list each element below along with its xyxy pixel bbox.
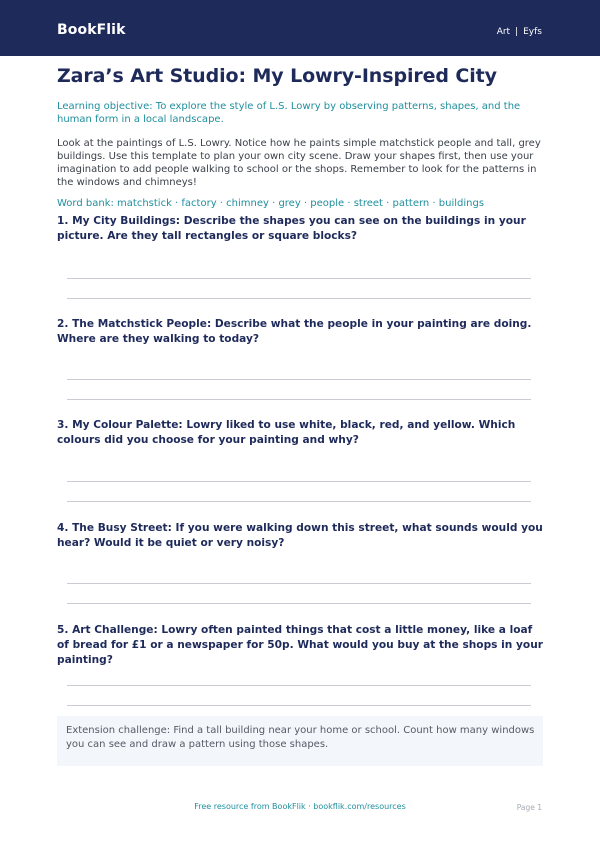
answer-line[interactable] xyxy=(67,481,531,482)
worksheet-intro xyxy=(57,64,543,210)
question-block-4 xyxy=(57,521,543,551)
subject-tag: Art xyxy=(496,27,511,37)
word-bank: Word bank: matchstick · factory · chimney · grey · people · street · pattern · buildings xyxy=(57,198,485,209)
tag-separator: | xyxy=(515,27,519,37)
level-tag: Eyfs xyxy=(523,27,542,37)
question-text: 3. My Colour Palette: Lowry liked to use white, black, red, and yellow. Which colours did you choose for your painting and why? xyxy=(57,419,516,446)
footer-credit[interactable]: Free resource from BookFlik · bookflik.com/resources xyxy=(194,802,406,811)
question-text: 2. The Matchstick People: Describe what the people in your painting are doing. Where are they walking to today? xyxy=(57,318,532,345)
answer-line[interactable] xyxy=(67,685,531,686)
subject-tags xyxy=(497,27,542,38)
answer-line[interactable] xyxy=(67,278,531,279)
question-block-1 xyxy=(57,214,543,244)
question-text: 5. Art Challenge: Lowry often painted things that cost a little money, like a loaf of bread for £1 or a newspaper for 50p. What would you buy at the shops in your painting? xyxy=(57,624,543,666)
answer-line[interactable] xyxy=(67,379,531,380)
answer-line[interactable] xyxy=(67,399,531,400)
question-block-3 xyxy=(57,418,543,448)
page-title: Zara’s Art Studio: My Lowry-Inspired City xyxy=(57,65,497,87)
extension-challenge-box xyxy=(57,716,543,766)
brand-logo-text[interactable]: BookFlik xyxy=(57,22,126,38)
question-block-2 xyxy=(57,317,543,347)
top-banner xyxy=(0,0,600,56)
question-text: 1. My City Buildings: Describe the shapes you can see on the buildings in your picture. Are they tall rectangles or square blocks? xyxy=(57,215,526,242)
answer-line[interactable] xyxy=(67,705,531,706)
question-text: 4. The Busy Street: If you were walking down this street, what sounds would you hear? Would it be quiet or very noisy? xyxy=(57,522,543,549)
learning-objective: Learning objective: To explore the style of L.S. Lowry by observing patterns, shapes, and the human form in a local landscape. xyxy=(57,101,521,125)
answer-line[interactable] xyxy=(67,583,531,584)
page-number: Page 1 xyxy=(516,803,542,812)
question-block-5 xyxy=(57,623,543,668)
extension-challenge-text: Extension challenge: Find a tall building near your home or school. Count how many windows you can see and draw a pattern using those shapes. xyxy=(66,725,535,750)
answer-line[interactable] xyxy=(67,501,531,502)
intro-paragraph: Look at the paintings of L.S. Lowry. Notice how he paints simple matchstick people and tall, grey buildings. Use this template to plan your own city scene. Draw your shapes first, then use your imagination to add people walking to school or the shops. Remember to look for the patterns in the windows and chimneys! xyxy=(57,138,541,188)
answer-line[interactable] xyxy=(67,603,531,604)
answer-line[interactable] xyxy=(67,298,531,299)
